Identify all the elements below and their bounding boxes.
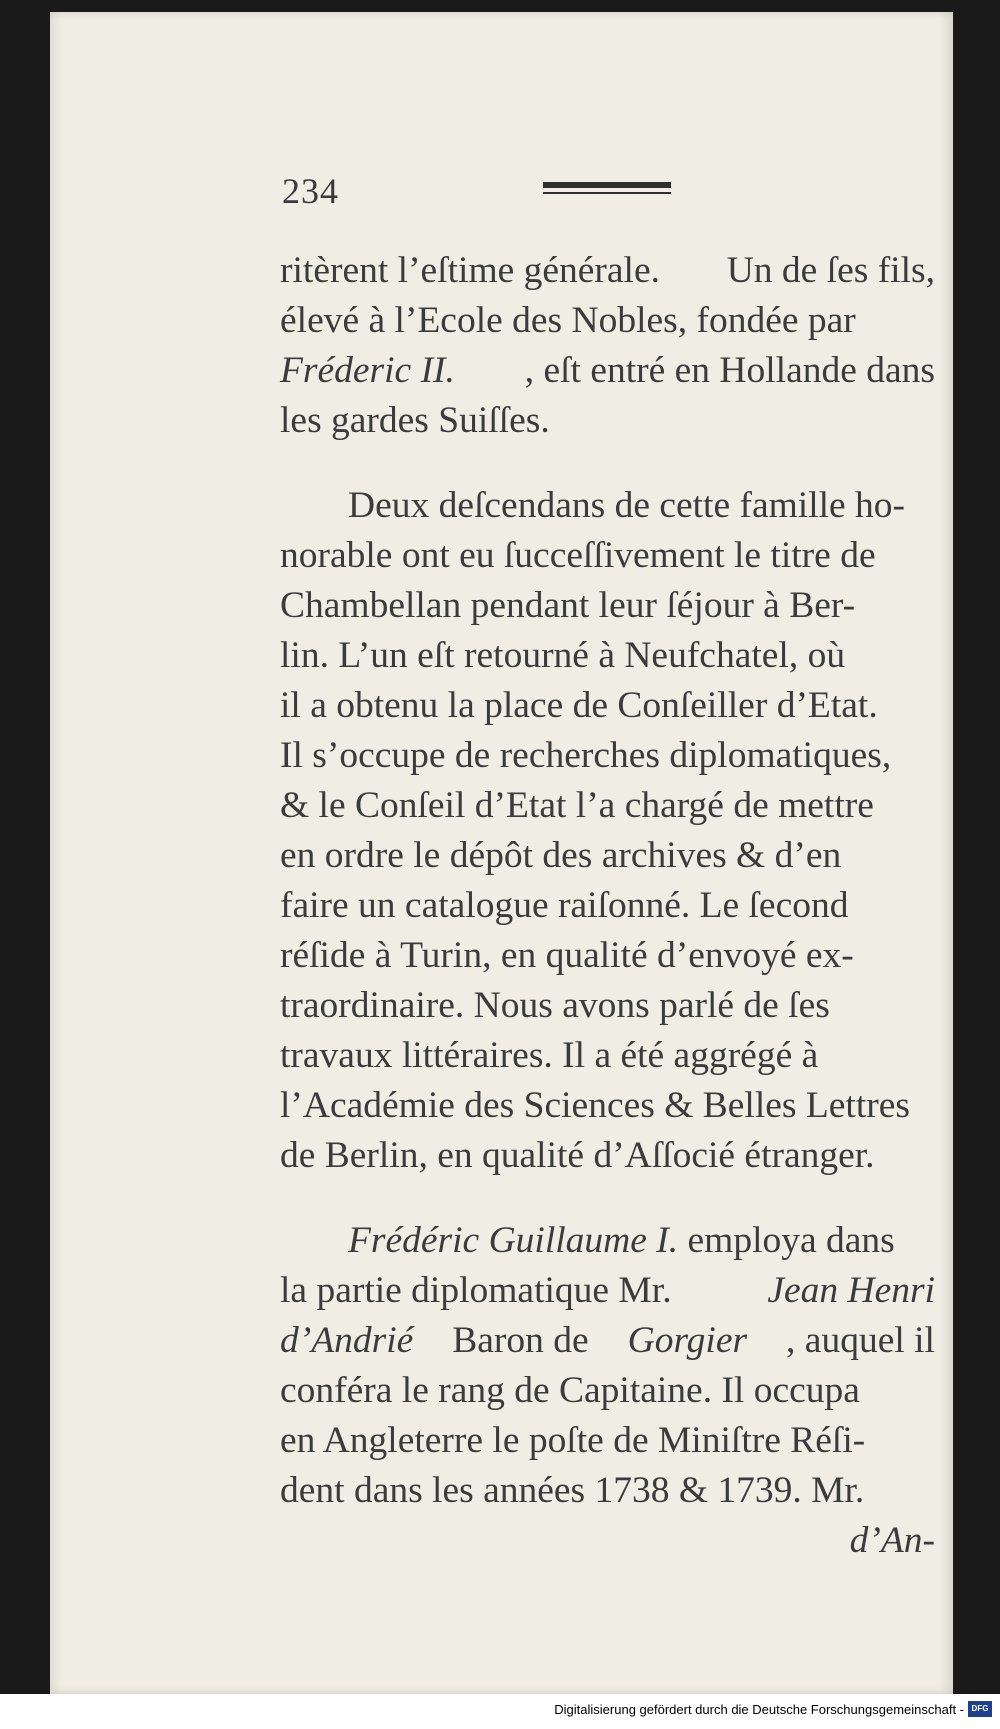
line-text: , eſt entré en Hollande dans: [524, 350, 935, 391]
italic-text: Fréderic II.: [280, 350, 455, 391]
text-line: [280, 346, 935, 396]
text-line: [280, 1131, 935, 1181]
line-text: Baron de: [452, 1320, 589, 1361]
text-line: [280, 1266, 935, 1316]
line-text: conféra le rang de Capitaine. Il occupa: [280, 1370, 860, 1411]
text-line: [280, 681, 935, 731]
text-line: [280, 981, 935, 1031]
line-text: de Berlin, en qualité d’Aſſocié étranger.: [280, 1135, 875, 1176]
book-page: [50, 12, 953, 1694]
line-text: , auquel il: [786, 1320, 935, 1361]
text-line: [280, 581, 935, 631]
italic-text: Gorgier: [627, 1320, 748, 1361]
line-text: employa dans: [678, 1220, 895, 1261]
line-text: faire un catalogue raiſonné. Le ſecond: [280, 885, 849, 926]
text-line: [280, 1316, 935, 1366]
italic-text: Frédéric Guillaume I.: [348, 1220, 679, 1261]
line-text: les gardes Suiſſes.: [280, 400, 550, 441]
line-text: & le Conſeil d’Etat l’a chargé de mettre: [280, 785, 874, 826]
text-line: [280, 1366, 935, 1416]
text-line: [280, 731, 935, 781]
line-text: Un de ſes fils,: [726, 250, 935, 291]
line-text: ritèrent l’eſtime générale.: [280, 250, 660, 291]
text-line: [280, 1466, 935, 1516]
text-line: [280, 831, 935, 881]
line-text: dent dans les années 1738 & 1739. Mr.: [280, 1470, 865, 1511]
text-line: [280, 1081, 935, 1131]
text-line: [280, 296, 935, 346]
dfg-logo: DFG: [968, 1701, 992, 1717]
line-text: réſide à Turin, en qualité d’envoyé ex-: [280, 935, 854, 976]
line-text: lin. L’un eſt retourné à Neufchatel, où: [280, 635, 846, 676]
text-line: [280, 881, 935, 931]
page-number: 234: [282, 171, 339, 211]
line-text: en Angleterre le poſte de Miniſtre Réſi-: [280, 1420, 866, 1461]
line-text: Chambellan pendant leur ſéjour à Ber-: [280, 585, 856, 626]
line-text: Il s’occupe de recherches diplomatiques,: [280, 735, 892, 776]
line-text: traordinaire. Nous avons parlé de ſes: [280, 985, 830, 1026]
italic-text: d’Andrié: [280, 1320, 414, 1361]
text-line: [280, 1031, 935, 1081]
line-text: travaux littéraires. Il a été aggrégé à: [280, 1035, 819, 1076]
text-line: [280, 1216, 935, 1266]
paragraph-gap: [280, 446, 935, 481]
text-line: [280, 396, 935, 446]
line-text: l’Académie des Sciences & Belles Lettres: [280, 1085, 910, 1126]
paragraph-gap: [280, 1181, 935, 1216]
text-line: [280, 531, 935, 581]
page-text: [280, 246, 935, 1566]
text-line: [280, 481, 935, 531]
header-rule-ornament: [543, 182, 671, 196]
line-text: élevé à l’Ecole des Nobles, fondée par: [280, 300, 856, 341]
catchword: d’An-: [849, 1520, 935, 1561]
text-line: [280, 781, 935, 831]
line-text: il a obtenu la place de Conſeiller d’Etat.: [280, 685, 878, 726]
line-text: la partie diplomatique Mr.: [280, 1270, 672, 1311]
italic-text: Jean Henri: [767, 1270, 935, 1311]
text-line: [280, 931, 935, 981]
text-line: [280, 1416, 935, 1466]
line-text: en ordre le dépôt des archives & d’en: [280, 835, 842, 876]
text-line: [280, 631, 935, 681]
digitization-footer: [0, 1694, 1000, 1729]
text-line: [280, 246, 935, 296]
footer-credit: Digitalisierung gefördert durch die Deutsche Forschungsgemeinschaft -: [554, 1702, 964, 1717]
line-text: Deux deſcendans de cette famille ho-: [348, 485, 906, 526]
line-text: norable ont eu ſucceſſivement le titre de: [280, 535, 876, 576]
